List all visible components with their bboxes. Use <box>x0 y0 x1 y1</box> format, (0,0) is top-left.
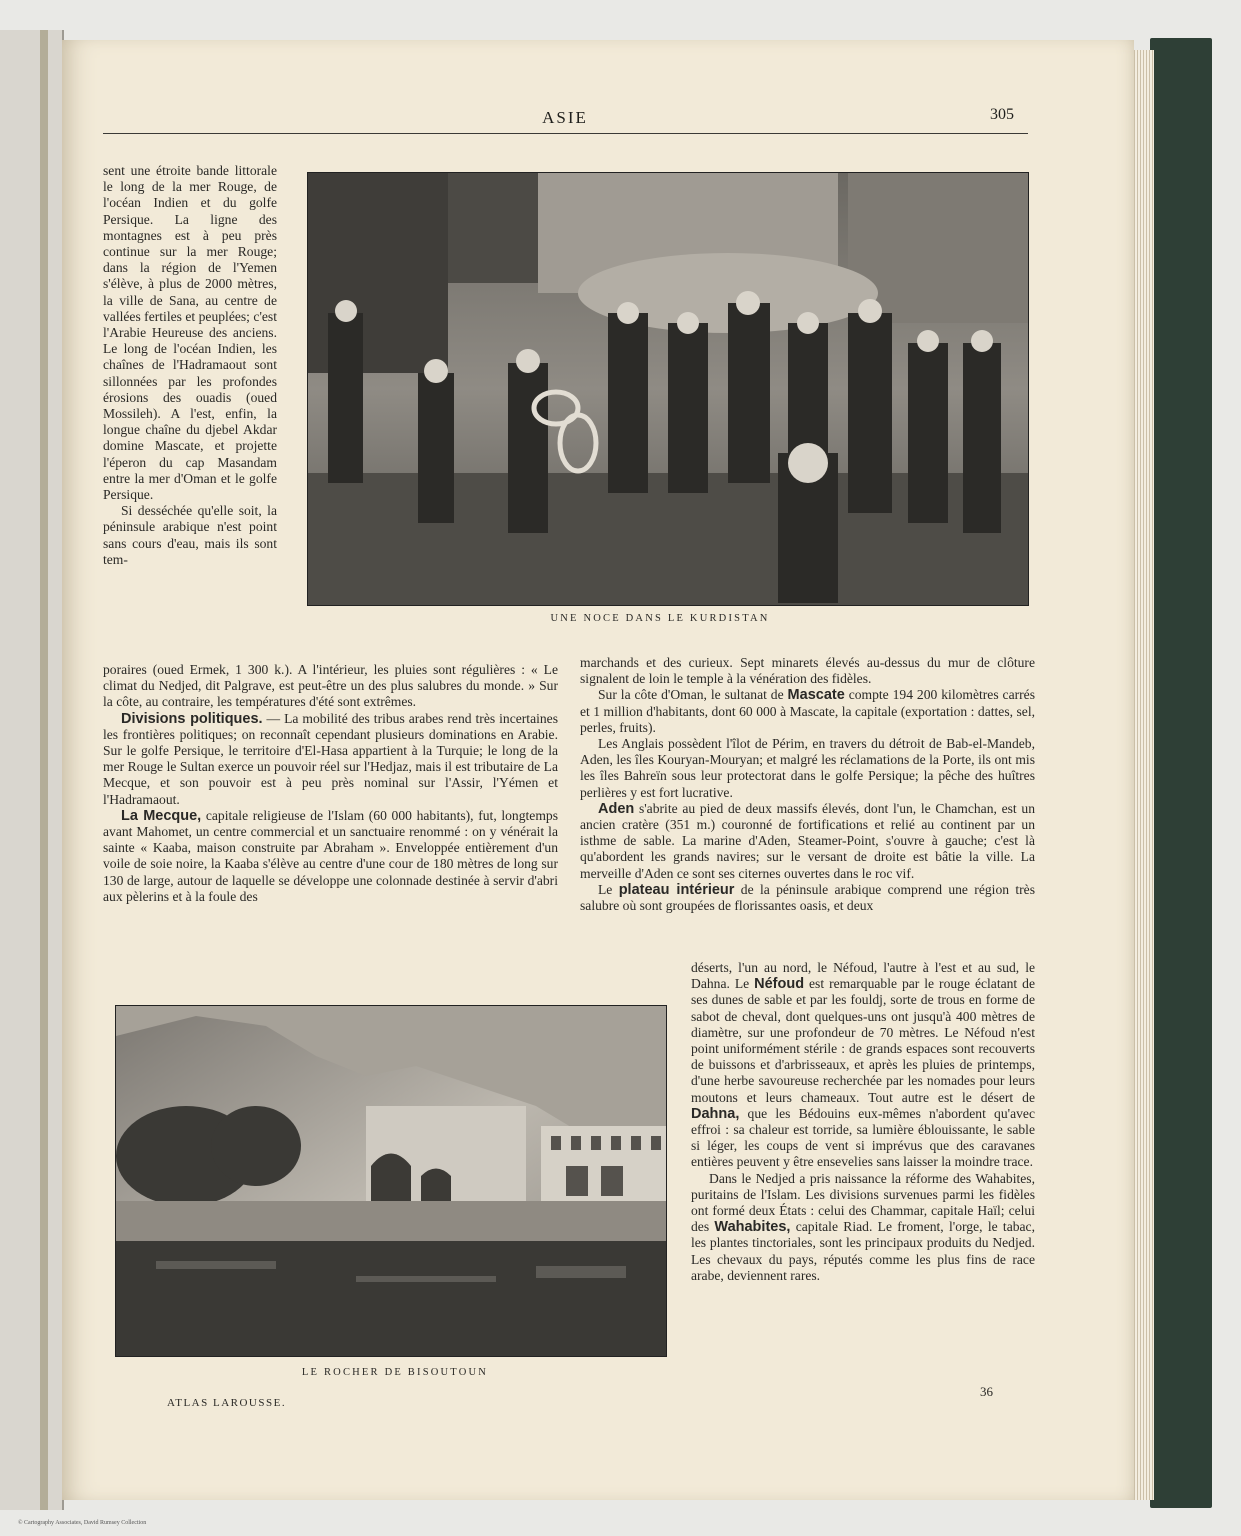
paragraph-text: déserts, l'un au nord, le Néfoud, l'autre à l'est et au sud, le Dahna. Le <box>691 960 1035 992</box>
photo-rock-bisoutoun <box>115 1005 667 1357</box>
footer-title: ATLAS LAROUSSE. <box>167 1397 287 1409</box>
paragraph: sent une étroite bande littorale le long de la mer Rouge, de l'océan Indien et du golfe Persique. La ligne des montagnes est à peu près continue sur la mer Rouge; dans la région de l'Yemen s'élève, à plus de 2000 mètres, la ville de Sana, au centre de vallées fertiles et peuplées; c'est l'Arabie Heureuse des anciens. Le long de l'océan Indien, les chaînes de l'Hadramaout sont sillonnées par les profondes érosions des ouadis (oued Mossileh). A l'est, enfin, la longue chaîne du djebel Akdar domine Mascate, et projette l'éperon du cap Masandam entre la mer d'Oman et le golfe Persique. <box>103 163 277 503</box>
signature-number: 36 <box>980 1384 993 1399</box>
paragraph-text: que les Bédouins eux-mêmes n'abordent qu'avec effroi : sa chaleur est torride, sa lumière éblouissante, le sable si léger, les coups de vent si imprévus que des caravanes entières peuvent y être ensevelies sans laisser la moindre trace. <box>691 1105 1035 1170</box>
paragraph: marchands et des curieux. Sept minarets élevés au-dessus du mur de clôture signalent de loin le temple à la vénération des fidèles. <box>580 655 1035 687</box>
paragraph-text: — La mobilité des tribus arabes rend très incertaines les frontières politiques; on reconnaît cependant plusieurs dominations en Arabie. Sur le golfe Persique, le territoire d'El-Hasa appartient à la Turquie; le long de la mer Rouge le Sultan exerce un pouvoir réel sur l'Hedjaz, mais il est tributaire de La Mecque, et son pouvoir est à peu près nominal sur l'Assir, l'Yémen et l'Hadramaout. <box>103 710 559 807</box>
paragraph: Si desséchée qu'elle soit, la péninsule arabique n'est point sans cours d'eau, mais ils sont tem- <box>103 503 277 567</box>
section-heading: Néfoud <box>754 976 805 993</box>
header-rule <box>103 133 1028 134</box>
paragraph-text: est remarquable par le rouge éclatant de ses dunes de sable et par les fouldj, sorte de trous en forme de sabot de cheval, dont quelques-uns ont jusqu'à 400 mètres de diamètre, sur une profondeur de 70 mètres. Le Néfoud n'est point uniformément stérile : de grands espaces sont recouverts de buissons et d'arbrisseaux, et après les pluies de printemps, d'une herbe savoureuse recherchée par les nomades pour leurs moutons et leurs chameaux. Tout autre est le désert de <box>691 976 1035 1105</box>
paragraph-text: Dans le Nedjed a pris naissance la réforme des Wahabites, puritains de l'Islam. Les divisions survenues parmi les fidèles ont formé deux États : celui des Chammar, capitale Haïl; celui des <box>691 1170 1035 1235</box>
photo-kurdish-wedding <box>307 172 1029 606</box>
photo-caption-bottom: LE ROCHER DE BISOUTOUN <box>301 1367 489 1378</box>
paragraph-mecque <box>103 808 558 905</box>
paragraph-nefoud <box>691 960 1035 1171</box>
text-column-right-narrow <box>691 960 1035 1284</box>
paragraph: Les Anglais possèdent l'îlot de Périm, en travers du détroit de Bab-el-Mandeb, Aden, les îles Kouryan-Mouryan; et malgré les réclamations de la Porte, ils ont mis les îles Bahreïn sous leur protectorat dans le golfe Persique; la pêche des huîtres perlières y est fort lucrative. <box>580 736 1035 800</box>
paragraph-text: capitale religieuse de l'Islam (60 000 habitants), fut, longtemps avant Mahomet, un centre commercial et un sanctuaire renommé : on y vénérait la sainte « Kaaba, maison construite par Abraham ». Enveloppée entièrement d'un voile de soie noire, la Kaaba s'élève au centre d'une cour de 180 mètres de long sur 130 de large, autour de laquelle se développe une colonnade destinée à servir d'abri aux pèlerins et à la foule des <box>103 807 558 904</box>
text-column-left-narrow <box>103 163 277 568</box>
section-heading: Aden <box>598 800 635 817</box>
section-heading: Mascate <box>787 687 845 704</box>
paragraph-text: Sur la côte d'Oman, le sultanat de <box>598 687 788 703</box>
paragraph-text: s'abrite au pied de deux massifs élevés, dont l'un, le Chamchan, est un ancien cratère (351 m.) couronné de fortifications et relié au continent par un isthme de sable. La marine d'Aden, Steamer-Point, s'ouvre à gauche; c'est là qu'abordent les grands navires; sur le versant de droite est bâtie la ville. La merveille d'Aden ce sont ses citernes ouvertes dans le roc vif. <box>580 800 1035 881</box>
paragraph-plateau <box>580 882 1035 914</box>
text-column-right <box>580 655 1035 914</box>
paragraph-text: Le <box>598 881 619 897</box>
paragraph-text: compte 194 200 kilomètres carrés et 1 million d'habitants, dont 60 000 à Mascate, la capitale (exportation : dattes, sel, perles, fruits). <box>580 687 1035 735</box>
paragraph-mascate <box>580 687 1035 736</box>
running-header: ASIE <box>542 108 588 127</box>
book-cover-right <box>1150 38 1212 1508</box>
section-heading: La Mecque, <box>121 807 202 824</box>
page-stack-edge <box>1132 50 1154 1500</box>
paragraph-aden <box>580 801 1035 882</box>
paragraph-text: de la péninsule arabique comprend une région très salubre où sont groupées de florissantes oasis, et deux <box>580 881 1035 914</box>
paragraph-wahabites <box>691 1171 1035 1284</box>
section-heading: Wahabites, <box>714 1219 791 1236</box>
text-column-left <box>103 662 558 905</box>
paragraph: poraires (oued Ermek, 1 300 k.). A l'intérieur, les pluies sont régulières : « Le climat du Nedjed, dit Palgrave, est peut-être un des plus salubres du monde. » Sur la côte, au contraire, les températures d'été sont extrêmes. <box>103 662 558 710</box>
page-number: 305 <box>990 106 1014 123</box>
section-heading: Dahna, <box>691 1105 740 1122</box>
paragraph-divisions <box>103 711 558 808</box>
left-page-edge <box>0 30 64 1510</box>
photo-caption-top: UNE NOCE DANS LE KURDISTAN <box>550 613 770 624</box>
section-heading: Divisions politiques. <box>121 710 263 727</box>
section-heading: plateau intérieur <box>618 881 735 898</box>
credit-line: © Cartography Associates, David Rumsey Collection <box>18 1520 147 1526</box>
paragraph-text: capitale Riad. Le froment, l'orge, le tabac, les plantes tinctoriales, sont les principaux produits du Nedjed. Les chevaux du pays, réputés comme les plus fins de race arabe, deviennent rares. <box>691 1219 1035 1283</box>
